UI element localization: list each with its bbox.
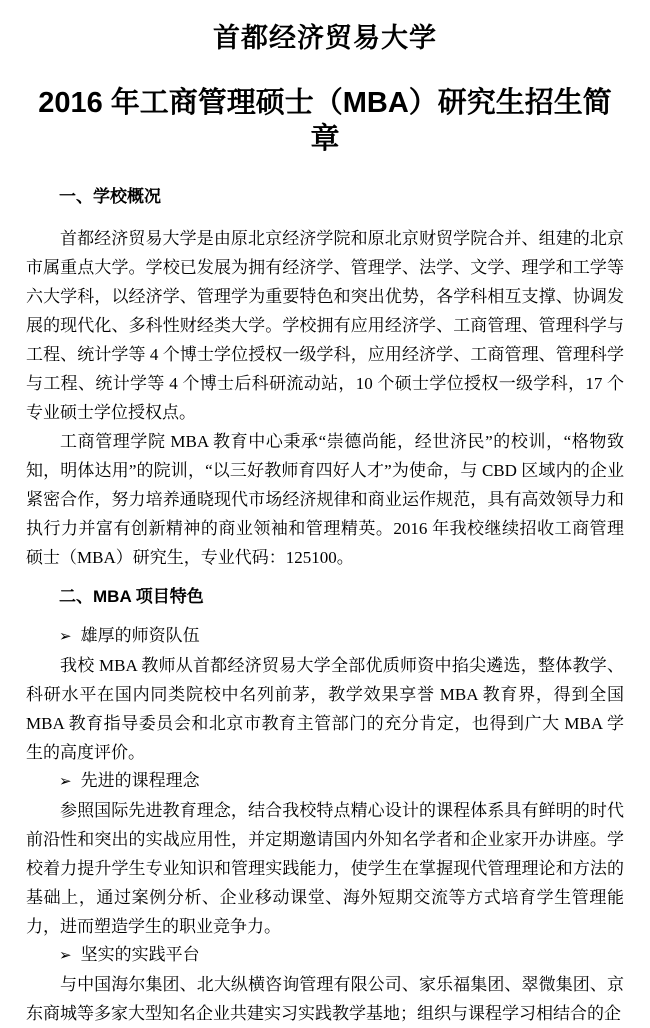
feature-title-practice-platform: 坚实的实践平台 xyxy=(80,945,200,964)
section-heading-mba-features: 二、MBA 项目特色 xyxy=(59,587,204,606)
university-title: 首都经济贸易大学 xyxy=(213,23,437,53)
feature-item-faculty xyxy=(26,624,624,649)
document-page xyxy=(0,21,650,1023)
paragraph-curriculum: 参照国际先进教育理念，结合我校特点精心设计的课程体系具有鲜明的时代前沿性和突出的实战应用性，并定期邀请国内外知名学者和企业家开办讲座。学校着力提升学生专业知识和管理实践能力，使学生在掌握现代管理理论和方法的基础上，通过案例分析、企业移动课堂、海外短期交流等方式培育学生管理能力，进而塑造学生的职业竞争力。 xyxy=(26,801,624,936)
paragraph-school-overview-2: 工商管理学院 MBA 教育中心秉承“崇德尚能，经世济民”的校训，“格物致知，明体达用”的院训，“以三好教师育四好人才”为使命，与 CBD 区域内的企业紧密合作，努力培养通晓现代市场经济规律和商业运作规范，具有高效领导力和执行力并富有创新精神的商业领袖和管理精英。2016 年我校继续招收工商管理硕士（MBA）研究生，专业代码：125100。 xyxy=(26,432,624,567)
paragraph-school-overview-1: 首都经济贸易大学是由原北京经济学院和原北京财贸学院合并、组建的北京市属重点大学。学校已发展为拥有经济学、管理学、法学、文学、理学和工学等六大学科，以经济学、管理学为重要特色和突出优势，各学科相互支撑、协调发展的现代化、多科性财经类大学。学校拥有应用经济学、工商管理、管理科学与工程、统计学等 4 个博士学位授权一级学科，应用经济学、工商管理、管理科学与工程、统计学等 4 个博士后科研流动站，10 个硕士学位授权一级学科，17 个专业硕士学位授权点。 xyxy=(26,229,624,422)
feature-title-curriculum: 先进的课程理念 xyxy=(80,771,200,790)
feature-item-practice-platform xyxy=(26,943,624,968)
arrow-bullet-icon: ➢ xyxy=(59,629,72,645)
arrow-bullet-icon: ➢ xyxy=(59,948,72,964)
admissions-brochure-subtitle: 2016 年工商管理硕士（MBA）研究生招生简章 xyxy=(38,87,612,155)
feature-item-curriculum xyxy=(26,769,624,794)
section-heading-school-overview: 一、学校概况 xyxy=(59,187,161,206)
arrow-bullet-icon: ➢ xyxy=(59,774,72,790)
paragraph-practice-platform: 与中国海尔集团、北大纵横咨询管理有限公司、家乐福集团、翠微集团、京东商城等多家大型知名企业共建实习实践教学基地；组织与课程学习相结合的企 xyxy=(26,975,624,1023)
paragraph-faculty: 我校 MBA 教师从首都经济贸易大学全部优质师资中掐尖遴选，整体教学、科研水平在国内同类院校中名列前茅，教学效果享誉 MBA 教育界，得到全国 MBA 教育指导委员会和北京市教育主管部门的充分肯定，也得到广大 MBA 学生的高度评价。 xyxy=(26,656,624,762)
feature-title-faculty: 雄厚的师资队伍 xyxy=(80,626,200,645)
